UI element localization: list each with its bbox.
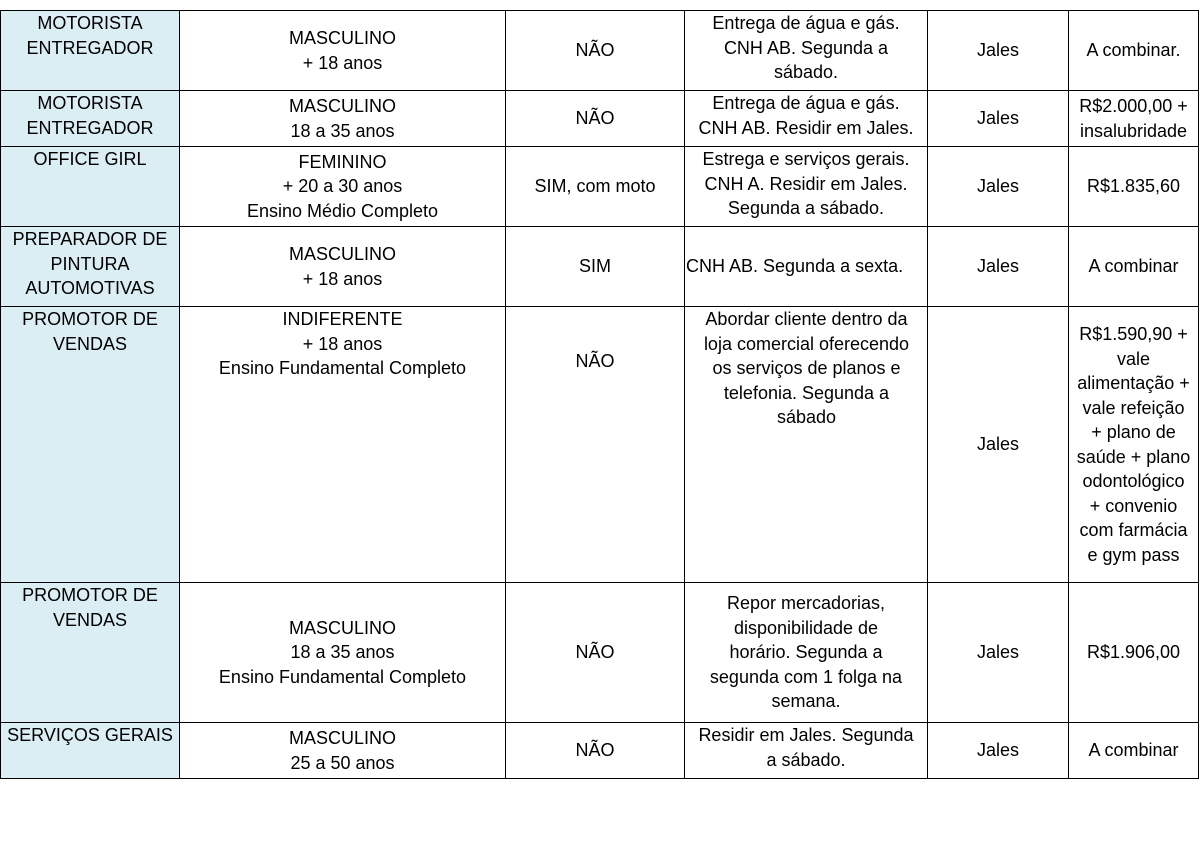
requirements-cell: CNH AB. Segunda a sexta. xyxy=(685,227,928,307)
job-title-cell: MOTORISTA ENTREGADOR xyxy=(1,11,180,91)
job-title-cell: SERVIÇOS GERAIS xyxy=(1,723,180,779)
city-cell: Jales xyxy=(928,307,1069,583)
requirements-cell: Entrega de água e gás. CNH AB. Residir em Jales. xyxy=(685,91,928,147)
profile-cell: MASCULINO 18 a 35 anos Ensino Fundamental Completo xyxy=(180,583,506,723)
vehicle-cell: NÃO xyxy=(506,307,685,583)
salary-cell: R$1.835,60 xyxy=(1069,147,1199,227)
table-row xyxy=(1,147,1199,227)
salary-cell: A combinar. xyxy=(1069,11,1199,91)
requirements-cell: Abordar cliente dentro da loja comercial oferecendo os serviços de planos e telefonia. Segunda a sábado xyxy=(685,307,928,583)
city-cell: Jales xyxy=(928,227,1069,307)
job-title-cell: PREPARADOR DE PINTURA AUTOMOTIVAS xyxy=(1,227,180,307)
city-cell: Jales xyxy=(928,147,1069,227)
profile-cell: INDIFERENTE + 18 anos Ensino Fundamental Completo xyxy=(180,307,506,583)
vehicle-cell: SIM xyxy=(506,227,685,307)
vehicle-cell: SIM, com moto xyxy=(506,147,685,227)
job-title-cell: OFFICE GIRL xyxy=(1,147,180,227)
table-row xyxy=(1,227,1199,307)
requirements-cell: Residir em Jales. Segunda a sábado. xyxy=(685,723,928,779)
profile-cell: MASCULINO 25 a 50 anos xyxy=(180,723,506,779)
requirements-cell: Entrega de água e gás. CNH AB. Segunda a sábado. xyxy=(685,11,928,91)
salary-cell: A combinar xyxy=(1069,723,1199,779)
profile-cell: MASCULINO + 18 anos xyxy=(180,11,506,91)
profile-cell: MASCULINO 18 a 35 anos xyxy=(180,91,506,147)
vehicle-cell: NÃO xyxy=(506,583,685,723)
vehicle-cell: NÃO xyxy=(506,11,685,91)
city-cell: Jales xyxy=(928,91,1069,147)
vehicle-cell: NÃO xyxy=(506,723,685,779)
table-row xyxy=(1,91,1199,147)
job-listings-table xyxy=(0,10,1199,779)
profile-cell: FEMININO + 20 a 30 anos Ensino Médio Completo xyxy=(180,147,506,227)
table-row xyxy=(1,723,1199,779)
profile-cell: MASCULINO + 18 anos xyxy=(180,227,506,307)
table-row xyxy=(1,583,1199,723)
requirements-cell: Repor mercadorias, disponibilidade de horário. Segunda a segunda com 1 folga na semana. xyxy=(685,583,928,723)
salary-cell: R$2.000,00 + insalubridade xyxy=(1069,91,1199,147)
table-row xyxy=(1,11,1199,91)
city-cell: Jales xyxy=(928,583,1069,723)
salary-cell: R$1.590,90 + vale alimentação + vale refeição + plano de saúde + plano odontológico + convenio com farmácia e gym pass xyxy=(1069,307,1199,583)
job-title-cell: MOTORISTA ENTREGADOR xyxy=(1,91,180,147)
table-row xyxy=(1,307,1199,583)
salary-cell: R$1.906,00 xyxy=(1069,583,1199,723)
salary-cell: A combinar xyxy=(1069,227,1199,307)
city-cell: Jales xyxy=(928,723,1069,779)
job-title-cell: PROMOTOR DE VENDAS xyxy=(1,307,180,583)
job-title-cell: PROMOTOR DE VENDAS xyxy=(1,583,180,723)
city-cell: Jales xyxy=(928,11,1069,91)
requirements-cell: Estrega e serviços gerais. CNH A. Residir em Jales. Segunda a sábado. xyxy=(685,147,928,227)
vehicle-cell: NÃO xyxy=(506,91,685,147)
